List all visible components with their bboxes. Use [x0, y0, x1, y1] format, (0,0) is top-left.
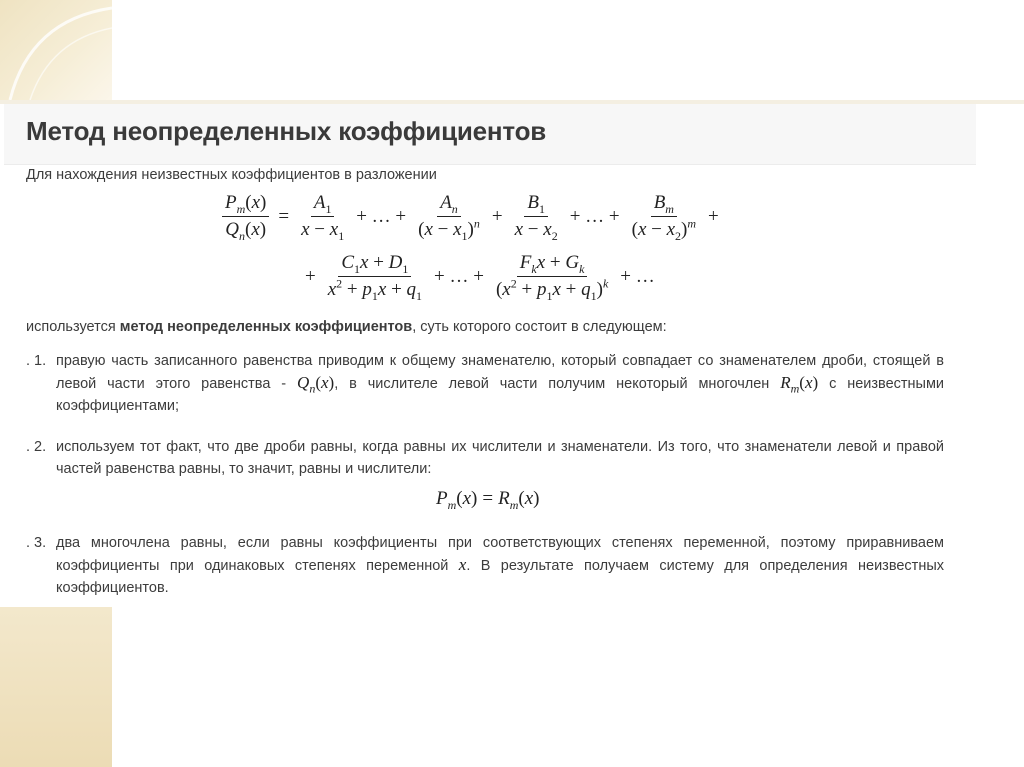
equation-numerators: $P_m$ ( x ) = $R_m$ ( x ) — [436, 488, 540, 512]
math-Qn: $Q_n(x)$ — [297, 373, 335, 396]
math-Rm: $R_m(x)$ — [780, 373, 819, 396]
corner-decoration-top — [0, 0, 112, 100]
math-x: x — [458, 555, 467, 574]
item-2-text: используем тот факт, что две дроби равны, когда равны их числители и знаменатели. Из того, что знаменатели левой и правой частей равенства равны, то значит, равны и числители: — [56, 439, 944, 477]
item-1-marker: . 1. — [26, 353, 47, 369]
item-2-marker: . 2. — [26, 439, 47, 455]
item-1-text: правую часть записанного равенства приводим к общему знаменателю, который совпадает со знаменателем дроби, стоящей в левой части этого равенства - $Q_n(x)$, в числителе левой части получим некоторый многочлен $R_m(x)$ с неизвестными коэффициентами; — [56, 353, 945, 414]
page-title: Метод неопределенных коэффициентов — [26, 116, 547, 146]
slide-content — [4, 104, 976, 604]
equation-line-2: + $\frac{C_1x + D_1}{x^2 + p_1x + q_1}$ + … + $\frac{F_kx + G_k}{(x^2 + p_1x + q_1)^k}$ + … — [305, 252, 655, 303]
intro-text: Для нахождения неизвестных коэффициентов в разложении — [26, 167, 437, 183]
corner-decoration-bottom — [0, 607, 112, 767]
item-3-marker: . 3. — [26, 535, 47, 551]
item-3-text: два многочлена равны, если равны коэффициенты при соответствующих степенях переменной, поэтому приравниваем коэффициенты при одинаковых степенях переменной x. В результате получаем систему для определения неизвестных коэффициентов. — [56, 535, 945, 596]
equation-line-1: $\frac{P_m(x)}{Q_n(x)}$ = $\frac{A_1}{x - x_1}$ + … + $\frac{A_n}{(x - x_1)^n}$ + $\frac{B_1}{x - x_2}$ + … + $\frac{B_m}{(x - x_2)^m}$ + — [218, 192, 724, 241]
method-sentence: используется метод неопределенных коэффициентов, суть которого состоит в следующем: — [26, 319, 667, 335]
title-band — [4, 104, 976, 165]
